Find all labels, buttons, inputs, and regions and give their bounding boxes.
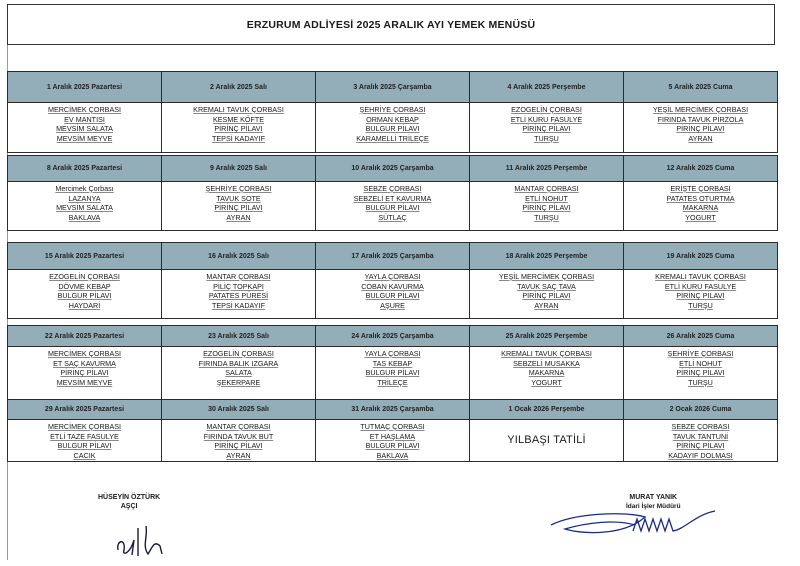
dish-item: PİLİÇ TOPKAPI — [213, 281, 264, 291]
dish-item: AYRAN — [688, 133, 713, 143]
dish-item: MEVSİM MEYVE — [56, 377, 113, 387]
dish-item: ŞEKERPARE — [216, 377, 261, 387]
dish-item: EV MANTISI — [64, 114, 105, 124]
dish-item: KREMALI TAVUK ÇORBASI — [655, 272, 746, 281]
dish-item: PİRİNÇ PİLAVI — [676, 291, 725, 301]
dish-item: ETLİ KURU FASULYE — [510, 114, 583, 124]
dish-item: EZOGELİN ÇORBASI — [511, 105, 582, 114]
day-menu — [8, 420, 161, 461]
cook-name: HÜSEYİN ÖZTÜRK — [98, 494, 161, 501]
manager-name: MURAT YANIK — [629, 494, 678, 501]
dish-item: KARAMELLİ TRİLEÇE — [356, 133, 429, 143]
dish-item: YAYLA ÇORBASI — [364, 349, 421, 358]
day-date-header: 25 Aralık 2025 Perşembe — [470, 326, 623, 347]
dish-item: MERCİMEK ÇORBASI — [47, 422, 122, 431]
dish-item: ETLİ NOHUT — [525, 193, 568, 203]
day-date-header: 9 Aralık 2025 Salı — [162, 156, 315, 182]
week-row — [7, 71, 778, 153]
dish-item: CACIK — [73, 450, 96, 460]
dish-item: SÜTLAÇ — [378, 212, 407, 222]
dish-item: COBAN KAVURMA — [361, 281, 424, 291]
dish-item: TAS KEBAP — [372, 358, 413, 368]
day-date-header: 11 Aralık 2025 Perşembe — [470, 156, 623, 182]
day-cell — [624, 326, 777, 399]
dish-item: YEŞİL MERCİMEK ÇORBASI — [652, 105, 749, 114]
dish-item: MAKARNA — [528, 368, 565, 378]
dish-item: BULGUR PİLAVI — [365, 124, 420, 134]
dish-item: KADAYIF DOLMASI — [668, 450, 733, 460]
dish-item: SEBZELİ MUSAKKA — [513, 358, 580, 368]
dish-item: PATATES OTURTMA — [666, 193, 735, 203]
manager-role: İdari İşler Müdürü — [626, 503, 681, 510]
day-cell — [624, 156, 777, 230]
dish-item: TRİLEÇE — [377, 377, 408, 387]
day-cell — [624, 243, 777, 318]
dish-item: BAKLAVA — [68, 212, 101, 222]
dish-item: PİRİNÇ PİLAVI — [522, 124, 571, 134]
dish-item: KESME KÖFTE — [212, 114, 265, 124]
day-cell — [8, 72, 162, 152]
page-title-text: ERZURUM ADLİYESİ 2025 ARALIK AYI YEMEK MENÜSÜ — [246, 18, 536, 31]
day-menu — [470, 182, 623, 230]
dish-item: TEPSİ KADAYIF — [212, 300, 265, 310]
dish-item: MEVSİM SALATA — [56, 124, 113, 134]
day-cell — [162, 400, 316, 461]
dish-item: MERCİMEK ÇORBASI — [47, 349, 122, 358]
dish-item: TEPSİ KADAYIF — [212, 133, 265, 143]
cook-signature-block — [98, 493, 160, 511]
day-menu — [162, 347, 315, 399]
day-cell — [470, 400, 624, 461]
day-date-header: 5 Aralık 2025 Cuma — [624, 72, 777, 103]
dish-item: MANTAR ÇORBASI — [206, 272, 271, 281]
dish-item: PİRİNÇ PİLAVI — [676, 441, 725, 451]
dish-item: YOGURT — [685, 212, 716, 222]
dish-item: PİRİNÇ PİLAVI — [214, 124, 263, 134]
manager-signature-icon — [545, 505, 725, 543]
dish-item: ET HAŞLAMA — [369, 431, 416, 441]
dish-item: TAVUK SAÇ TAVA — [517, 281, 576, 291]
dish-item: KREMALI TAVUK ÇORBASI — [501, 349, 592, 358]
dish-item: PİRİNÇ PİLAVI — [676, 124, 725, 134]
dish-item: AYRAN — [226, 450, 251, 460]
day-date-header: 26 Aralık 2025 Cuma — [624, 326, 777, 347]
day-cell — [316, 400, 470, 461]
dish-item: PATATES PÜRESİ — [208, 291, 269, 301]
dish-item: TURŞU — [534, 212, 559, 222]
dish-item: TAVUK SOTE — [216, 193, 261, 203]
day-cell — [162, 72, 316, 152]
day-menu — [316, 103, 469, 152]
dish-item: ETLİ TAZE FASULYE — [50, 431, 119, 441]
dish-item: ETLİ KURU FASULYE — [664, 281, 737, 291]
day-date-header: 1 Ocak 2026 Perşembe — [470, 400, 623, 420]
dish-item: DÖVME KEBAP — [58, 281, 111, 291]
week-row — [7, 242, 778, 319]
day-date-header: 17 Aralık 2025 Çarşamba — [316, 243, 469, 270]
day-date-header: 19 Aralık 2025 Cuma — [624, 243, 777, 270]
day-menu — [316, 270, 469, 318]
dish-item: PİRİNÇ PİLAVI — [60, 368, 109, 378]
day-cell — [470, 243, 624, 318]
dish-item: YOGURT — [531, 377, 562, 387]
dish-item: HAYDARİ — [68, 300, 101, 310]
day-date-header: 4 Aralık 2025 Perşembe — [470, 72, 623, 103]
day-date-header: 18 Aralık 2025 Perşembe — [470, 243, 623, 270]
dish-item: LAZANYA — [68, 193, 101, 203]
dish-item: BULGUR PİLAVI — [365, 441, 420, 451]
dish-item: PİRİNÇ PİLAVI — [214, 203, 263, 213]
dish-item: PİRİNÇ PİLAVI — [522, 291, 571, 301]
dish-item: MEVSİM MEYVE — [56, 133, 113, 143]
day-date-header: 10 Aralık 2025 Çarşamba — [316, 156, 469, 182]
day-menu — [470, 347, 623, 399]
day-cell — [470, 72, 624, 152]
day-menu — [316, 182, 469, 230]
dish-item: TUTMAÇ ÇORBASI — [360, 422, 425, 431]
dish-item: BAKLAVA — [376, 450, 409, 460]
dish-item: MERCİMEK ÇORBASI — [47, 105, 122, 114]
day-date-header: 29 Aralık 2025 Pazartesi — [8, 400, 161, 420]
day-date-header: 24 Aralık 2025 Çarşamba — [316, 326, 469, 347]
day-date-header: 8 Aralık 2025 Pazartesi — [8, 156, 161, 182]
dish-item: PİRİNÇ PİLAVI — [214, 441, 263, 451]
day-date-header: 3 Aralık 2025 Çarşamba — [316, 72, 469, 103]
dish-item: SEBZE ÇORBASI — [671, 422, 730, 431]
day-cell — [8, 400, 162, 461]
dish-item: FIRINDA BALIK IZGARA — [198, 358, 279, 368]
day-date-header: 22 Aralık 2025 Pazartesi — [8, 326, 161, 347]
day-date-header: 12 Aralık 2025 Cuma — [624, 156, 777, 182]
dish-item: TURŞU — [688, 300, 713, 310]
day-date-header: 15 Aralık 2025 Pazartesi — [8, 243, 161, 270]
holiday-label: YILBAŞI TATİLİ — [507, 434, 586, 446]
day-cell — [8, 156, 162, 230]
day-cell — [316, 156, 470, 230]
day-cell — [316, 72, 470, 152]
day-cell — [624, 400, 777, 461]
day-menu — [624, 420, 777, 461]
dish-item: TURŞU — [534, 133, 559, 143]
day-cell — [316, 326, 470, 399]
day-cell — [470, 156, 624, 230]
day-date-header: 2 Ocak 2026 Cuma — [624, 400, 777, 420]
day-date-header: 2 Aralık 2025 Salı — [162, 72, 315, 103]
dish-item: PİRİNÇ PİLAVI — [522, 203, 571, 213]
day-cell — [162, 243, 316, 318]
dish-item: ŞEHRİYE ÇORBASI — [359, 105, 426, 114]
day-menu — [8, 270, 161, 318]
dish-item: ETLİ NOHUT — [679, 358, 722, 368]
day-menu — [470, 270, 623, 318]
dish-item: MANTAR ÇORBASI — [514, 184, 579, 193]
day-menu — [470, 103, 623, 152]
day-cell — [470, 326, 624, 399]
dish-item: AŞURE — [380, 300, 405, 310]
dish-item: BULGUR PİLAVI — [57, 291, 112, 301]
dish-item: MEVSİM SALATA — [56, 203, 113, 213]
day-menu — [316, 347, 469, 399]
dish-item: PİRİNÇ PİLAVI — [676, 368, 725, 378]
dish-item: SALATA — [225, 368, 252, 378]
day-date-header: 1 Aralık 2025 Pazartesi — [8, 72, 161, 103]
dish-item: FIRINDA TAVUK BUT — [203, 431, 274, 441]
day-cell — [8, 243, 162, 318]
day-menu — [162, 182, 315, 230]
dish-item: MAKARNA — [682, 203, 719, 213]
dish-item: ŞEHRİYE ÇORBASI — [667, 349, 734, 358]
day-menu — [8, 182, 161, 230]
day-menu — [624, 182, 777, 230]
cook-signature-icon — [108, 510, 178, 560]
dish-item: SEBZELİ ET KAVURMA — [353, 193, 432, 203]
dish-item: Mercimek Çorbası — [55, 184, 114, 193]
dish-item: BULGUR PİLAVI — [57, 441, 112, 451]
day-menu — [8, 347, 161, 399]
day-menu — [316, 420, 469, 461]
day-menu — [624, 103, 777, 152]
day-cell — [162, 326, 316, 399]
page-title — [7, 4, 775, 45]
day-menu — [8, 103, 161, 152]
dish-item: BULGUR PİLAVI — [365, 291, 420, 301]
day-menu — [162, 103, 315, 152]
dish-item: AYRAN — [226, 212, 251, 222]
day-cell — [8, 326, 162, 399]
day-cell — [162, 156, 316, 230]
dish-item: AYRAN — [534, 300, 559, 310]
day-menu — [624, 347, 777, 399]
day-menu — [470, 420, 623, 461]
dish-item: ERİŞTE ÇORBASI — [670, 184, 731, 193]
dish-item: YEŞİL MERCİMEK ÇORBASI — [498, 272, 595, 281]
dish-item: MANTAR ÇORBASI — [206, 422, 271, 431]
dish-item: KREMALI TAVUK ÇORBASI — [193, 105, 284, 114]
day-cell — [624, 72, 777, 152]
day-menu — [162, 270, 315, 318]
dish-item: TAVUK TANTUNİ — [672, 431, 729, 441]
dish-item: TURŞU — [688, 377, 713, 387]
cook-role: AŞÇI — [120, 503, 138, 510]
day-cell — [316, 243, 470, 318]
day-date-header: 31 Aralık 2025 Çarşamba — [316, 400, 469, 420]
dish-item: BULGUR PİLAVI — [365, 368, 420, 378]
dish-item: YAYLA ÇORBASI — [364, 272, 421, 281]
day-date-header: 30 Aralık 2025 Salı — [162, 400, 315, 420]
dish-item: FIRINDA TAVUK PİRZOLA — [657, 114, 744, 124]
day-menu — [624, 270, 777, 318]
dish-item: ET SAÇ KAVURMA — [53, 358, 116, 368]
dish-item: ŞEHRİYE ÇORBASI — [205, 184, 272, 193]
dish-item: EZOGELİN ÇORBASI — [203, 349, 274, 358]
day-menu — [162, 420, 315, 461]
dish-item: BULGUR PİLAVI — [365, 203, 420, 213]
dish-item: EZOGELİN ÇORBASI — [49, 272, 120, 281]
dish-item: ORMAN KEBAP — [366, 114, 419, 124]
dish-item: SEBZE ÇORBASI — [363, 184, 422, 193]
day-date-header: 16 Aralık 2025 Salı — [162, 243, 315, 270]
week-row — [7, 325, 778, 400]
week-row — [7, 155, 778, 231]
week-row — [7, 399, 778, 462]
day-date-header: 23 Aralık 2025 Salı — [162, 326, 315, 347]
